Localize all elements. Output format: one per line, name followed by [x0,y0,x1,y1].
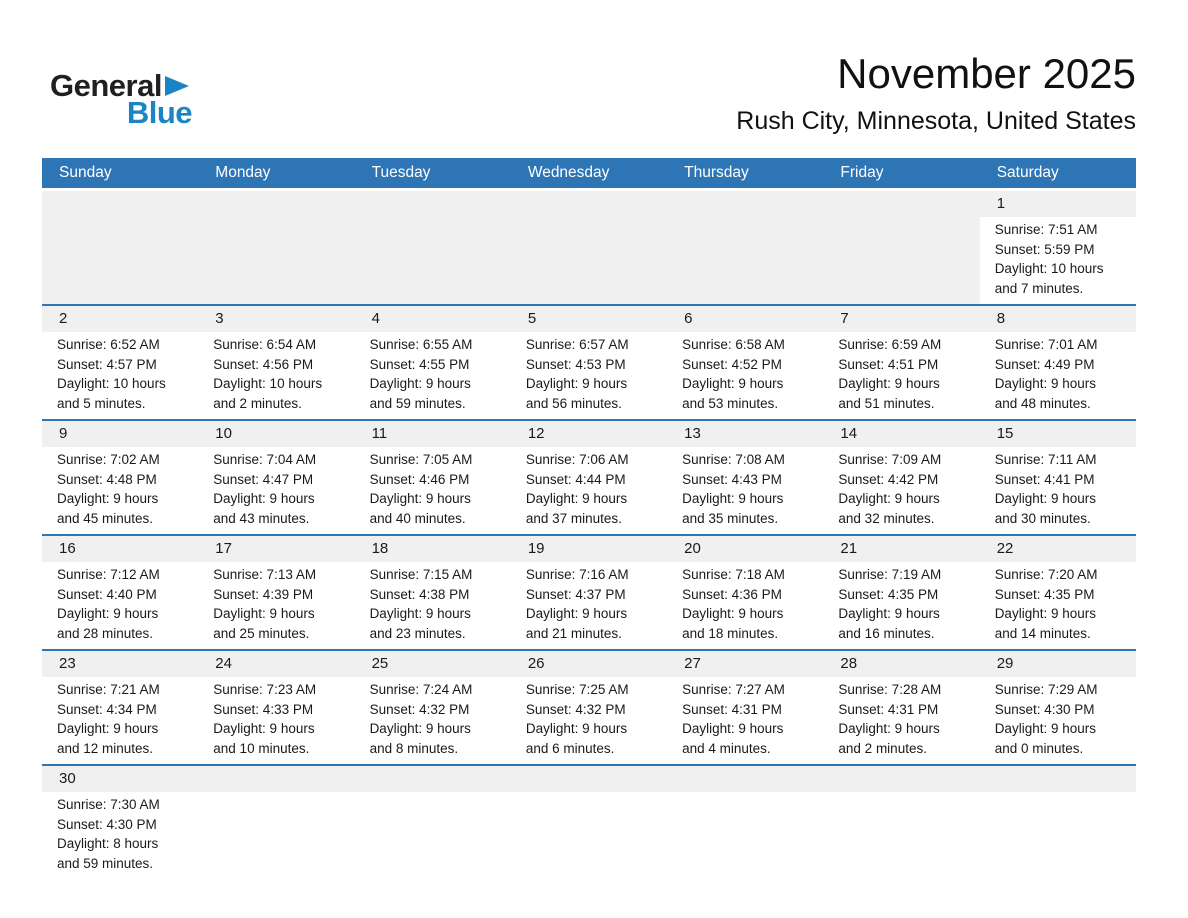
day-number: 15 [980,421,1136,447]
day-details [42,562,198,649]
day-cell [667,421,823,534]
day-number: 25 [355,651,511,677]
sunset-line: Sunset: 4:42 PM [838,471,939,487]
daylight-line: Daylight: 10 hours and 5 minutes. [57,376,166,411]
daylight-line: Daylight: 9 hours and 35 minutes. [682,491,784,526]
calendar [42,158,1136,879]
sunset-line: Sunset: 4:47 PM [213,471,314,487]
page-subtitle: Rush City, Minnesota, United States [736,107,1136,136]
daylight-line: Daylight: 10 hours and 2 minutes. [213,376,323,411]
day-details [823,447,979,534]
weekday-header-sunday: Sunday [59,164,112,181]
logo-triangle-icon [165,76,189,96]
daylight-line: Daylight: 9 hours and 6 minutes. [525,721,628,756]
day-number: 13 [667,421,823,447]
sunrise-line: Sunrise: 7:20 AM [994,567,1098,582]
sunrise-line: Sunrise: 7:18 AM [682,567,785,582]
empty-day-cell [823,191,979,304]
sunset-line: Sunset: 4:40 PM [57,586,157,602]
sunset-line: Sunset: 4:49 PM [994,356,1095,372]
daylight-line: Daylight: 9 hours and 56 minutes. [525,376,628,411]
week-row [42,191,1136,304]
sunset-line: Sunset: 4:44 PM [525,471,626,487]
day-cell [980,191,1136,304]
day-number-empty [667,191,823,217]
sunrise-line: Sunrise: 6:58 AM [682,337,785,352]
day-number: 28 [823,651,979,677]
weekday-header-friday: Friday [840,164,884,181]
day-number-empty [980,766,1136,792]
daylight-line: Daylight: 9 hours and 0 minutes. [994,721,1096,756]
day-number: 1 [980,191,1136,217]
sunrise-line: Sunrise: 7:25 AM [525,682,629,697]
daylight-line: Daylight: 9 hours and 25 minutes. [213,606,315,641]
day-cell [355,651,511,764]
day-number: 27 [667,651,823,677]
day-number: 7 [823,306,979,332]
day-cell [667,306,823,419]
day-details [667,332,823,419]
daylight-line: Daylight: 9 hours and 10 minutes. [213,721,315,756]
empty-day-cell [511,191,667,304]
weekday-header-monday: Monday [215,164,271,181]
day-cell [511,536,667,649]
day-details [511,677,667,764]
day-cell [823,421,979,534]
sunset-line: Sunset: 4:52 PM [682,356,782,372]
sunrise-line: Sunrise: 7:05 AM [369,452,473,467]
page-header [0,0,1188,158]
empty-day-cell [355,766,511,879]
day-number: 6 [667,306,823,332]
sunset-line: Sunset: 4:38 PM [369,586,470,602]
day-cell [42,306,198,419]
daylight-line: Daylight: 9 hours and 8 minutes. [369,721,471,756]
day-cell [667,536,823,649]
empty-day-cell [42,191,198,304]
sunset-line: Sunset: 4:56 PM [213,356,314,372]
calendar-body [42,191,1136,879]
daylight-line: Daylight: 8 hours and 59 minutes. [57,836,159,871]
sunrise-line: Sunrise: 6:55 AM [369,337,473,352]
day-cell [42,766,198,879]
empty-day-cell [198,766,354,879]
day-number: 29 [980,651,1136,677]
day-cell [980,651,1136,764]
day-number: 16 [42,536,198,562]
sunrise-line: Sunrise: 7:08 AM [682,452,785,467]
day-details [667,562,823,649]
day-number: 22 [980,536,1136,562]
empty-day-cell [511,766,667,879]
day-details [823,562,979,649]
day-details [511,447,667,534]
day-number: 17 [198,536,354,562]
day-number-empty [511,766,667,792]
daylight-line: Daylight: 9 hours and 4 minutes. [682,721,784,756]
day-number-empty [511,191,667,217]
sunrise-line: Sunrise: 7:23 AM [213,682,317,697]
sunset-line: Sunset: 4:37 PM [525,586,626,602]
day-number: 11 [355,421,511,447]
daylight-line: Daylight: 9 hours and 30 minutes. [994,491,1096,526]
daylight-line: Daylight: 9 hours and 16 minutes. [838,606,940,641]
day-details [198,562,354,649]
sunrise-line: Sunrise: 7:19 AM [838,567,942,582]
day-number: 20 [667,536,823,562]
day-details [823,332,979,419]
daylight-line: Daylight: 9 hours and 51 minutes. [838,376,940,411]
sunset-line: Sunset: 4:32 PM [525,701,626,717]
day-details [198,677,354,764]
day-number-empty [823,766,979,792]
week-row [42,304,1136,419]
sunset-line: Sunset: 5:59 PM [994,241,1095,257]
day-details [823,677,979,764]
sunrise-line: Sunrise: 6:59 AM [838,337,942,352]
daylight-line: Daylight: 9 hours and 45 minutes. [57,491,159,526]
day-cell [355,421,511,534]
daylight-line: Daylight: 9 hours and 28 minutes. [57,606,159,641]
daylight-line: Daylight: 9 hours and 12 minutes. [57,721,159,756]
sunrise-line: Sunrise: 7:30 AM [57,797,160,812]
day-number-empty [42,191,198,217]
weekday-header-thursday: Thursday [684,164,749,181]
sunset-line: Sunset: 4:46 PM [369,471,470,487]
daylight-line: Daylight: 9 hours and 37 minutes. [525,491,628,526]
sunset-line: Sunset: 4:34 PM [57,701,157,717]
sunrise-line: Sunrise: 7:24 AM [369,682,473,697]
empty-day-cell [198,191,354,304]
sunrise-line: Sunrise: 7:01 AM [994,337,1098,352]
empty-day-cell [823,766,979,879]
day-cell [42,651,198,764]
sunrise-line: Sunrise: 7:21 AM [57,682,160,697]
day-cell [198,421,354,534]
day-number-empty [198,191,354,217]
sunset-line: Sunset: 4:35 PM [838,586,939,602]
logo-text-general: General [50,68,162,103]
day-number: 8 [980,306,1136,332]
day-number-empty [355,191,511,217]
day-number: 19 [511,536,667,562]
day-cell [355,536,511,649]
day-number: 21 [823,536,979,562]
day-cell [980,421,1136,534]
empty-day-cell [667,766,823,879]
sunrise-line: Sunrise: 6:54 AM [213,337,317,352]
day-number-empty [823,191,979,217]
daylight-line: Daylight: 9 hours and 18 minutes. [682,606,784,641]
sunset-line: Sunset: 4:31 PM [838,701,939,717]
day-details [198,447,354,534]
day-number: 5 [511,306,667,332]
day-details [355,447,511,534]
weekday-header-saturday: Saturday [996,164,1059,181]
day-number: 12 [511,421,667,447]
day-number: 10 [198,421,354,447]
day-number: 18 [355,536,511,562]
daylight-line: Daylight: 9 hours and 14 minutes. [994,606,1096,641]
day-number: 23 [42,651,198,677]
day-cell [511,651,667,764]
day-cell [511,421,667,534]
sunrise-line: Sunrise: 7:06 AM [525,452,629,467]
day-details [42,792,198,879]
sunset-line: Sunset: 4:36 PM [682,586,782,602]
daylight-line: Daylight: 9 hours and 21 minutes. [525,606,628,641]
daylight-line: Daylight: 9 hours and 53 minutes. [682,376,784,411]
day-number-empty [198,766,354,792]
daylight-line: Daylight: 9 hours and 32 minutes. [838,491,940,526]
daylight-line: Daylight: 9 hours and 48 minutes. [994,376,1096,411]
day-details [980,677,1136,764]
title-block [736,50,1136,136]
day-details [511,332,667,419]
day-details [667,447,823,534]
day-cell [42,421,198,534]
sunset-line: Sunset: 4:39 PM [213,586,314,602]
week-row [42,649,1136,764]
day-details [42,677,198,764]
weekday-header-wednesday: Wednesday [527,164,610,181]
week-row [42,764,1136,879]
sunrise-line: Sunrise: 7:09 AM [838,452,942,467]
sunrise-line: Sunrise: 7:02 AM [57,452,160,467]
day-details [980,562,1136,649]
empty-day-cell [980,766,1136,879]
sunrise-line: Sunrise: 6:57 AM [525,337,629,352]
sunset-line: Sunset: 4:32 PM [369,701,470,717]
sunset-line: Sunset: 4:48 PM [57,471,157,487]
sunrise-line: Sunrise: 6:52 AM [57,337,160,352]
day-number-empty [355,766,511,792]
general-blue-logo [50,68,192,131]
sunset-line: Sunset: 4:30 PM [994,701,1095,717]
sunset-line: Sunset: 4:51 PM [838,356,939,372]
day-cell [198,536,354,649]
logo-text-blue: Blue [126,95,192,130]
day-number: 3 [198,306,354,332]
day-details [980,332,1136,419]
sunrise-line: Sunrise: 7:16 AM [525,567,629,582]
daylight-line: Daylight: 9 hours and 23 minutes. [369,606,471,641]
day-cell [198,651,354,764]
day-details [42,332,198,419]
sunrise-line: Sunrise: 7:51 AM [994,222,1098,237]
sunrise-line: Sunrise: 7:13 AM [213,567,317,582]
sunrise-line: Sunrise: 7:15 AM [369,567,473,582]
daylight-line: Daylight: 9 hours and 43 minutes. [213,491,315,526]
day-cell [42,536,198,649]
daylight-line: Daylight: 9 hours and 59 minutes. [369,376,471,411]
weekday-header-tuesday: Tuesday [371,164,431,181]
sunset-line: Sunset: 4:30 PM [57,816,157,832]
week-row [42,534,1136,649]
empty-day-cell [355,191,511,304]
day-number: 4 [355,306,511,332]
sunrise-line: Sunrise: 7:27 AM [682,682,785,697]
day-details [355,562,511,649]
day-cell [823,536,979,649]
day-number-empty [667,766,823,792]
daylight-line: Daylight: 9 hours and 40 minutes. [369,491,471,526]
sunrise-line: Sunrise: 7:11 AM [994,452,1097,467]
sunset-line: Sunset: 4:55 PM [369,356,470,372]
daylight-line: Daylight: 10 hours and 7 minutes. [994,261,1104,296]
day-number: 2 [42,306,198,332]
day-cell [355,306,511,419]
day-number: 9 [42,421,198,447]
daylight-line: Daylight: 9 hours and 2 minutes. [838,721,940,756]
sunset-line: Sunset: 4:33 PM [213,701,314,717]
day-cell [980,536,1136,649]
day-details [667,677,823,764]
sunrise-line: Sunrise: 7:04 AM [213,452,317,467]
sunset-line: Sunset: 4:57 PM [57,356,157,372]
day-details [980,447,1136,534]
day-details [198,332,354,419]
sunrise-line: Sunrise: 7:12 AM [57,567,160,582]
day-cell [823,306,979,419]
day-details [42,447,198,534]
week-row [42,419,1136,534]
day-number: 26 [511,651,667,677]
day-details [355,677,511,764]
day-cell [511,306,667,419]
page-title: November 2025 [837,50,1136,97]
day-cell [980,306,1136,419]
sunrise-line: Sunrise: 7:29 AM [994,682,1098,697]
empty-day-cell [667,191,823,304]
day-number: 24 [198,651,354,677]
sunset-line: Sunset: 4:35 PM [994,586,1095,602]
sunset-line: Sunset: 4:41 PM [994,471,1095,487]
day-cell [198,306,354,419]
day-details [355,332,511,419]
day-number: 30 [42,766,198,792]
day-cell [667,651,823,764]
sunrise-line: Sunrise: 7:28 AM [838,682,942,697]
sunset-line: Sunset: 4:31 PM [682,701,782,717]
sunset-line: Sunset: 4:43 PM [682,471,782,487]
day-number: 14 [823,421,979,447]
sunset-line: Sunset: 4:53 PM [525,356,626,372]
day-details [511,562,667,649]
weekday-header-row [42,158,1136,188]
day-cell [823,651,979,764]
day-details [980,217,1136,304]
